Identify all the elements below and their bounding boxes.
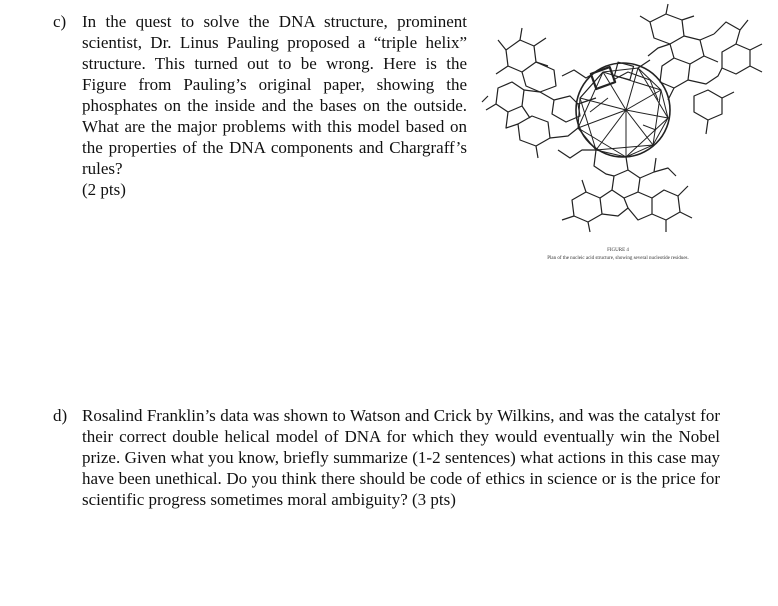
question-c-text: In the quest to solve the DNA structure, prominent scientist, Dr. Linus Pauling proposed a “triple helix” structure. This turned out to be wrong. Here is the Figure from Pauling’s original paper, showing the phosphates on the inside and the bases on the outside. What are the major problems with this model based on the properties of the DNA components and Chargraff’s rules? <box>82 12 467 178</box>
question-d-text: Rosalind Franklin’s data was shown to Watson and Crick by Wilkins, and was the catalyst for their correct double helical model of DNA for which they would eventually win the Nobel prize. Given what you know, briefly summarize (1-2 sentences) what actions in this case may have been unethical. Do you think there should be code of ethics in science or is the price for scientific progress sometimes moral ambiguity? <box>82 406 720 509</box>
question-d-points: (3 pts) <box>412 490 456 509</box>
figure-label: FIGURE 4 <box>607 248 629 253</box>
upper-right-nucleotide <box>638 4 762 134</box>
question-c <box>53 11 473 211</box>
question-d-text-block <box>82 405 720 510</box>
question-d-label: d) <box>53 406 68 425</box>
bottom-nucleotide <box>562 150 692 232</box>
figure-caption: Plan of the nucleic acid structure, showing several nucleotide residues. <box>547 256 689 261</box>
pauling-triple-helix-figure <box>478 0 778 270</box>
question-d <box>53 405 733 545</box>
question-c-label: c) <box>53 12 67 31</box>
question-c-text-block <box>82 11 467 200</box>
question-c-points: (2 pts) <box>82 180 126 199</box>
